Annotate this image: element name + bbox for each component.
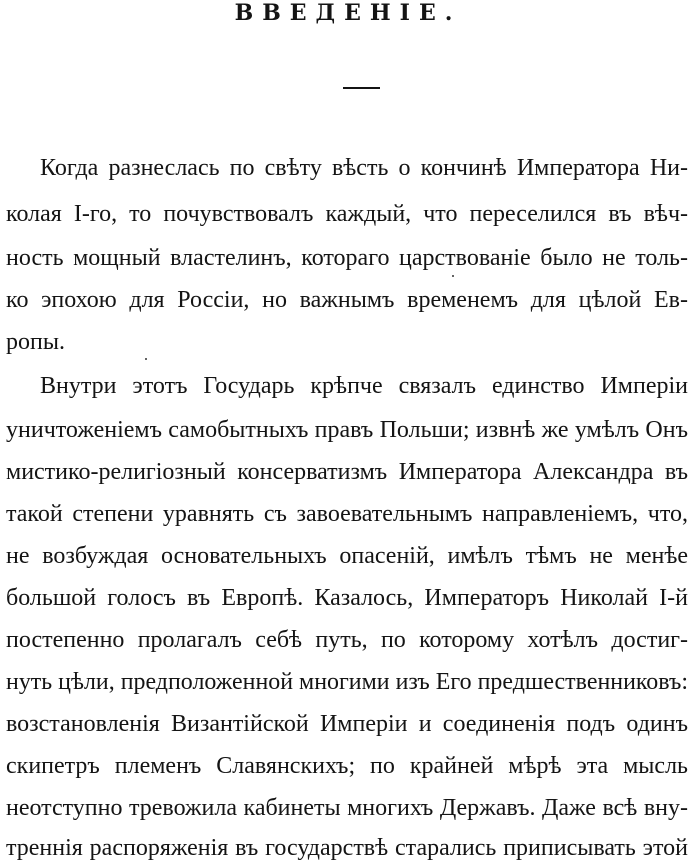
title-divider	[343, 87, 380, 89]
text-line: возстановленія Византійской Имперіи и соединенія подъ одинъ	[6, 711, 688, 737]
text-line: треннія распоряженія въ государствѣ старались приписывать этой	[6, 835, 688, 861]
text-line: мистико-религіозный консерватизмъ Императора Александра въ	[6, 459, 688, 485]
text-line: колая I-го, то почувствовалъ каждый, что переселился въ вѣч-	[6, 201, 688, 227]
print-speck	[145, 358, 147, 360]
text-line: большой голосъ въ Европѣ. Казалось, Императоръ Николай I-й	[6, 585, 688, 611]
text-line: нуть цѣли, предположенной многими изъ Его предшественниковъ:	[6, 669, 689, 695]
print-speck	[452, 275, 454, 277]
text-line: не возбуждая основательныхъ опасеній, имѣлъ тѣмъ не менѣе	[6, 543, 688, 569]
text-line: ропы.	[6, 329, 65, 355]
text-line: постепенно пролагалъ себѣ путь, по которому хотѣлъ достиг-	[6, 627, 688, 653]
chapter-title: ВВЕДЕНІЕ.	[234, 0, 462, 26]
text-line: ность мощный властелинъ, котораго царствованіе было не толь-	[6, 245, 688, 271]
text-line: такой степени уравнять съ завоевательнымъ направленіемъ, что,	[6, 501, 688, 527]
text-line: Внутри этотъ Государь крѣпче связалъ единство Имперіи	[40, 373, 688, 399]
text-line: Когда разнеслась по свѣту вѣсть о кончинѣ Императора Ни-	[40, 155, 688, 181]
text-line: скипетръ племенъ Славянскихъ; по крайней мѣрѣ эта мысль	[6, 753, 688, 779]
text-line: неотступно тревожила кабинеты многихъ Державъ. Даже всѣ вну-	[6, 795, 688, 821]
text-line: ко эпохою для Россіи, но важнымъ временемъ для цѣлой Ев-	[6, 287, 688, 313]
text-line: уничтоженіемъ самобытныхъ правъ Польши; извнѣ же умѣлъ Онъ	[6, 417, 688, 443]
